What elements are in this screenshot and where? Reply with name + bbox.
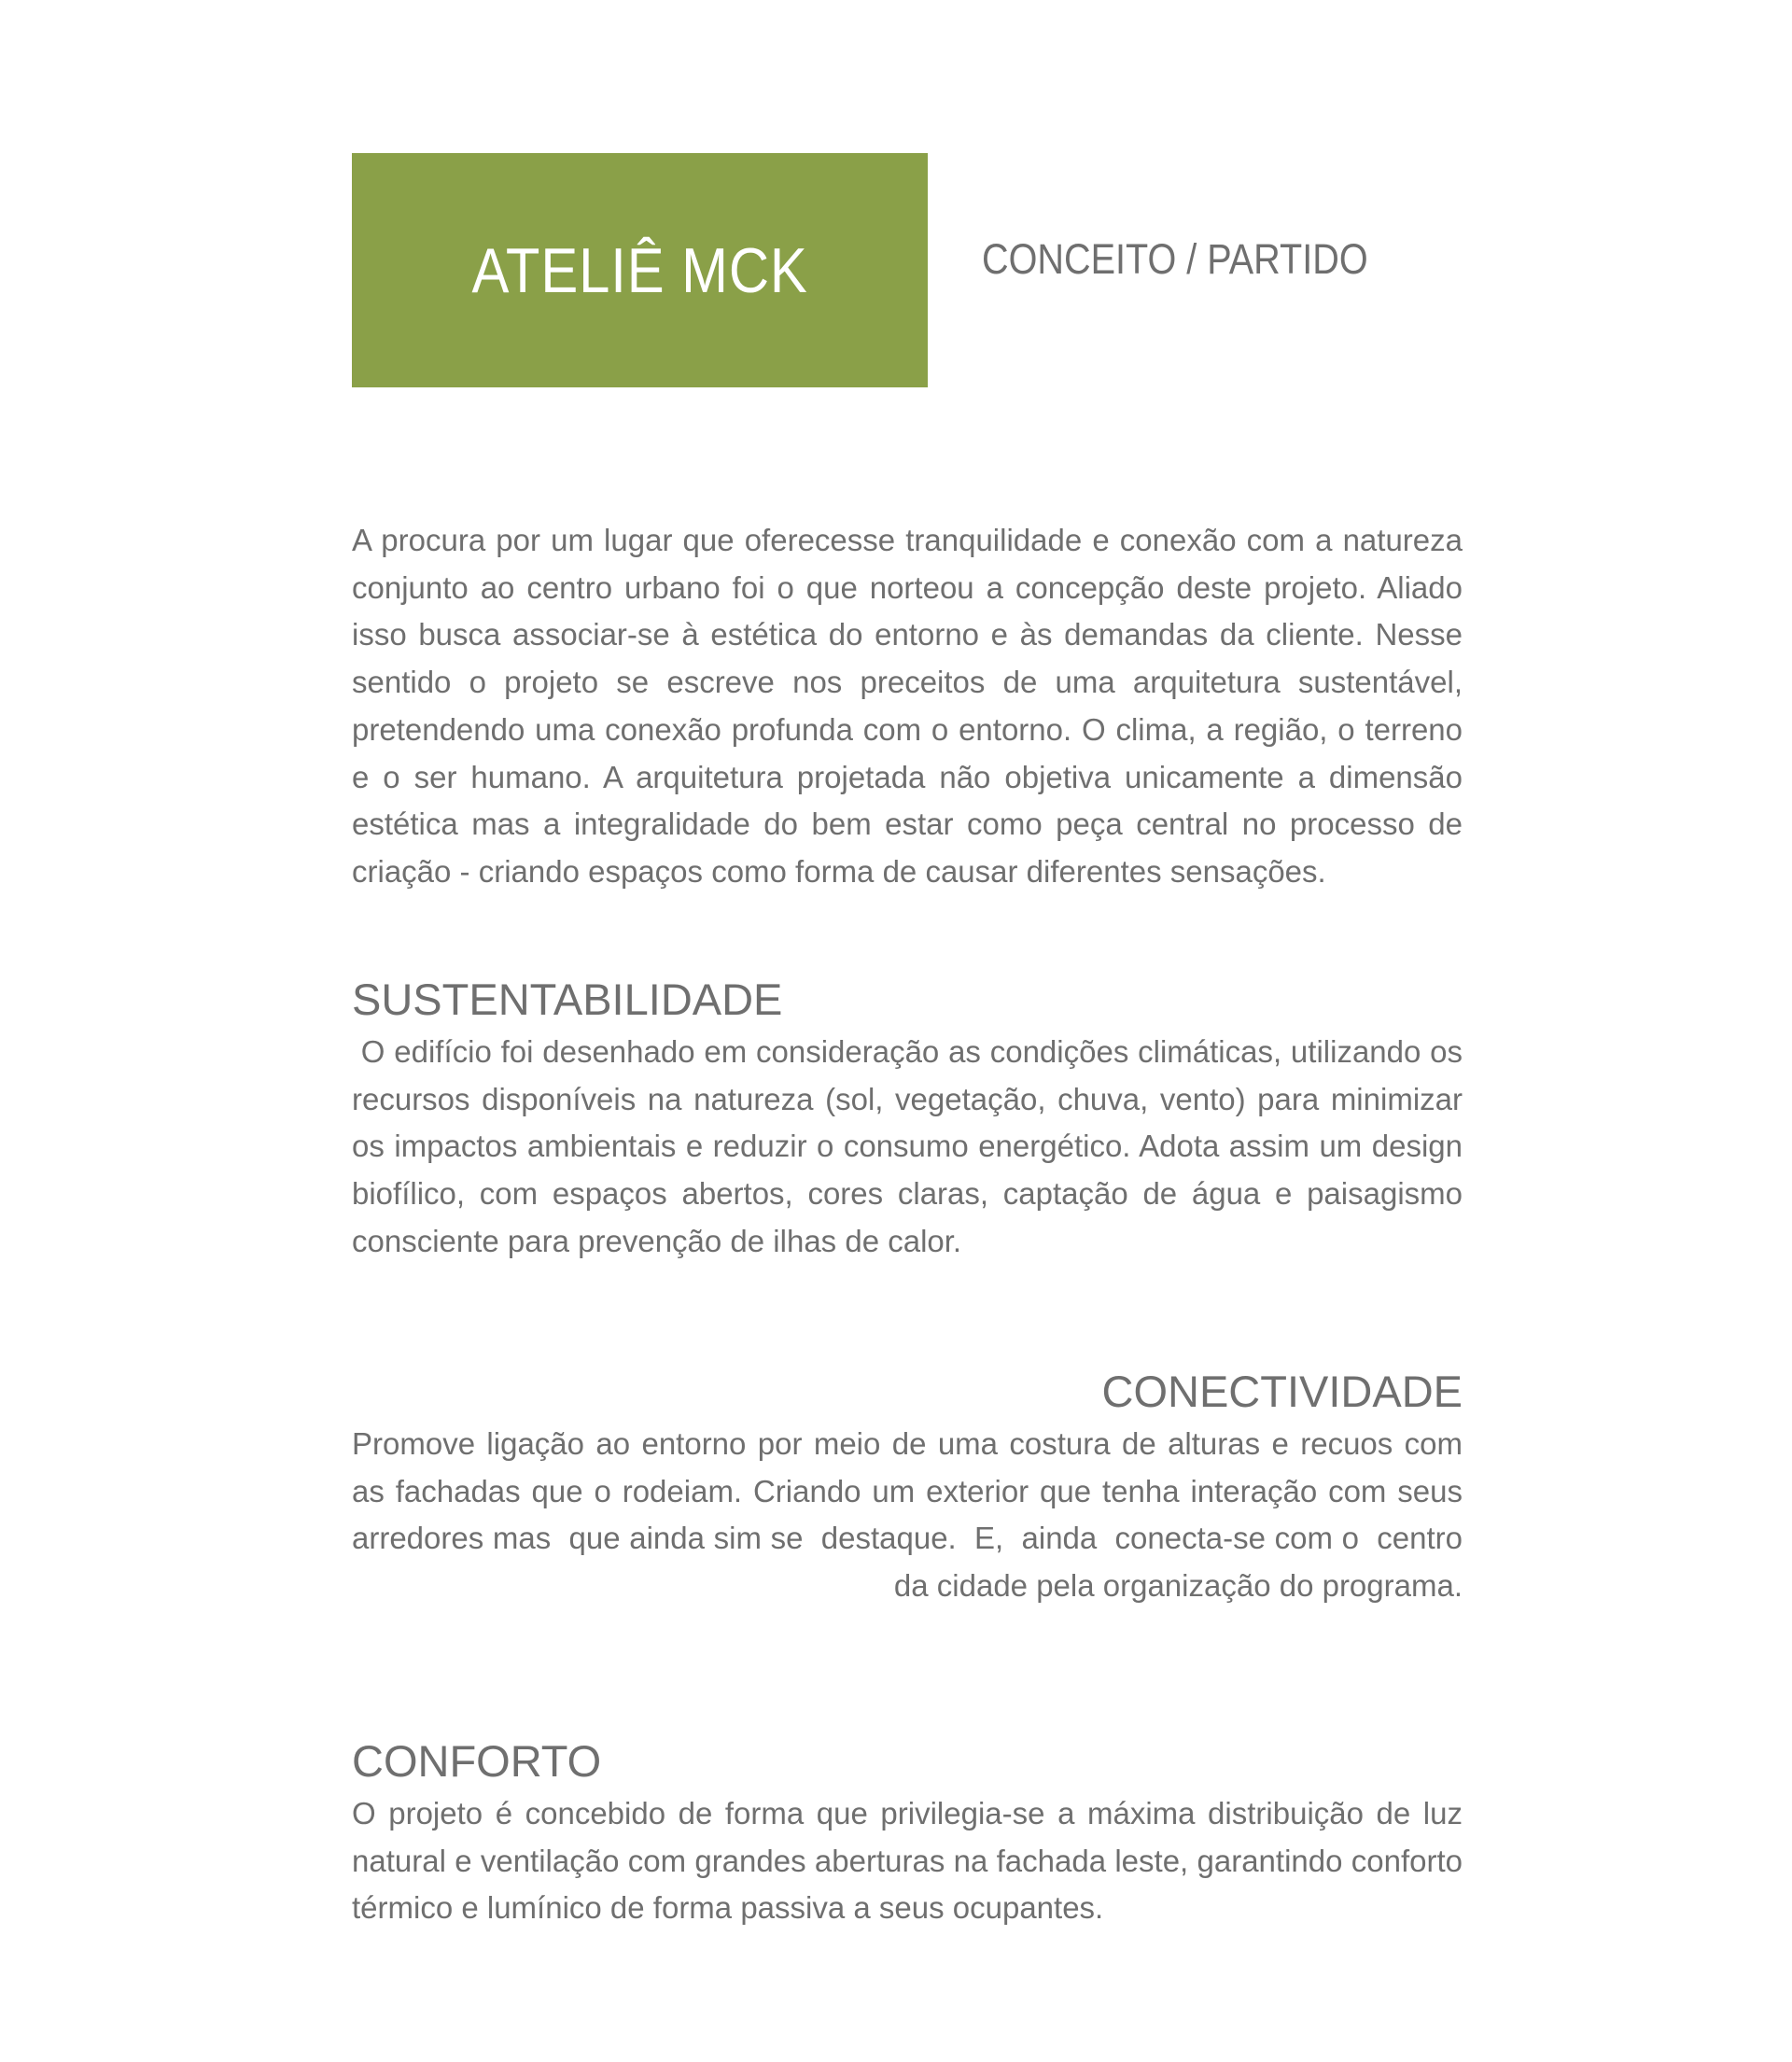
intro-paragraph: A procura por um lugar que oferecesse tranquilidade e conexão com a natureza conjunto ao centro urbano foi o que norteou a concepção deste projeto. Aliado isso busca associar-se à estética do entorno e às demandas da cliente. Nesse sentido o projeto se escreve nos preceitos de uma arquitetura sustentável, pretendendo uma conexão profunda com o entorno. O clima, a região, o terreno e o ser humano. A arquitetura projetada não objetiva unicamente a dimensão estética mas a integralidade do bem estar como peça central no processo de criação - criando espaços como forma de causar diferentes sensações. (352, 523, 1463, 889)
conforto-paragraph: O projeto é concebido de forma que privilegia-se a máxima distribuição de luz natural e ventilação com grandes aberturas na fachada leste, garantindo conforto térmico e lumínico de forma passiva a seus ocupantes. (352, 1796, 1463, 1926)
page-subtitle: CONCEITO / PARTIDO (982, 235, 1368, 283)
brand-banner (352, 153, 928, 387)
conectividade-heading: CONECTIVIDADE (1101, 1367, 1463, 1416)
conforto-section (352, 1732, 1463, 1932)
brand-title: ATELIÊ MCK (471, 234, 808, 306)
conforto-heading: CONFORTO (352, 1736, 602, 1786)
sustentabilidade-paragraph: O edifício foi desenhado em consideração as condições climáticas, utilizando os recursos disponíveis na natureza (sol, vegetação, chuva, vento) para minimizar os impactos ambientais e reduzir o consumo energético. Adota assim um design biofílico, com espaços abertos, cores claras, captação de água e paisagismo consciente para prevenção de ilhas de calor. (352, 1034, 1472, 1258)
conectividade-paragraph: Promove ligação ao entorno por meio de uma costura de alturas e recuos com as fachadas que o rodeiam. Criando um exterior que tenha interação com seus arredores mas que ainda sim se destaque. E, ainda conecta-se com o centro da cidade pela organização do programa. (352, 1426, 1472, 1604)
intro-section (352, 517, 1463, 896)
sustentabilidade-section (352, 971, 1472, 1266)
conectividade-section (352, 1363, 1472, 1610)
sustentabilidade-heading: SUSTENTABILIDADE (352, 975, 783, 1024)
